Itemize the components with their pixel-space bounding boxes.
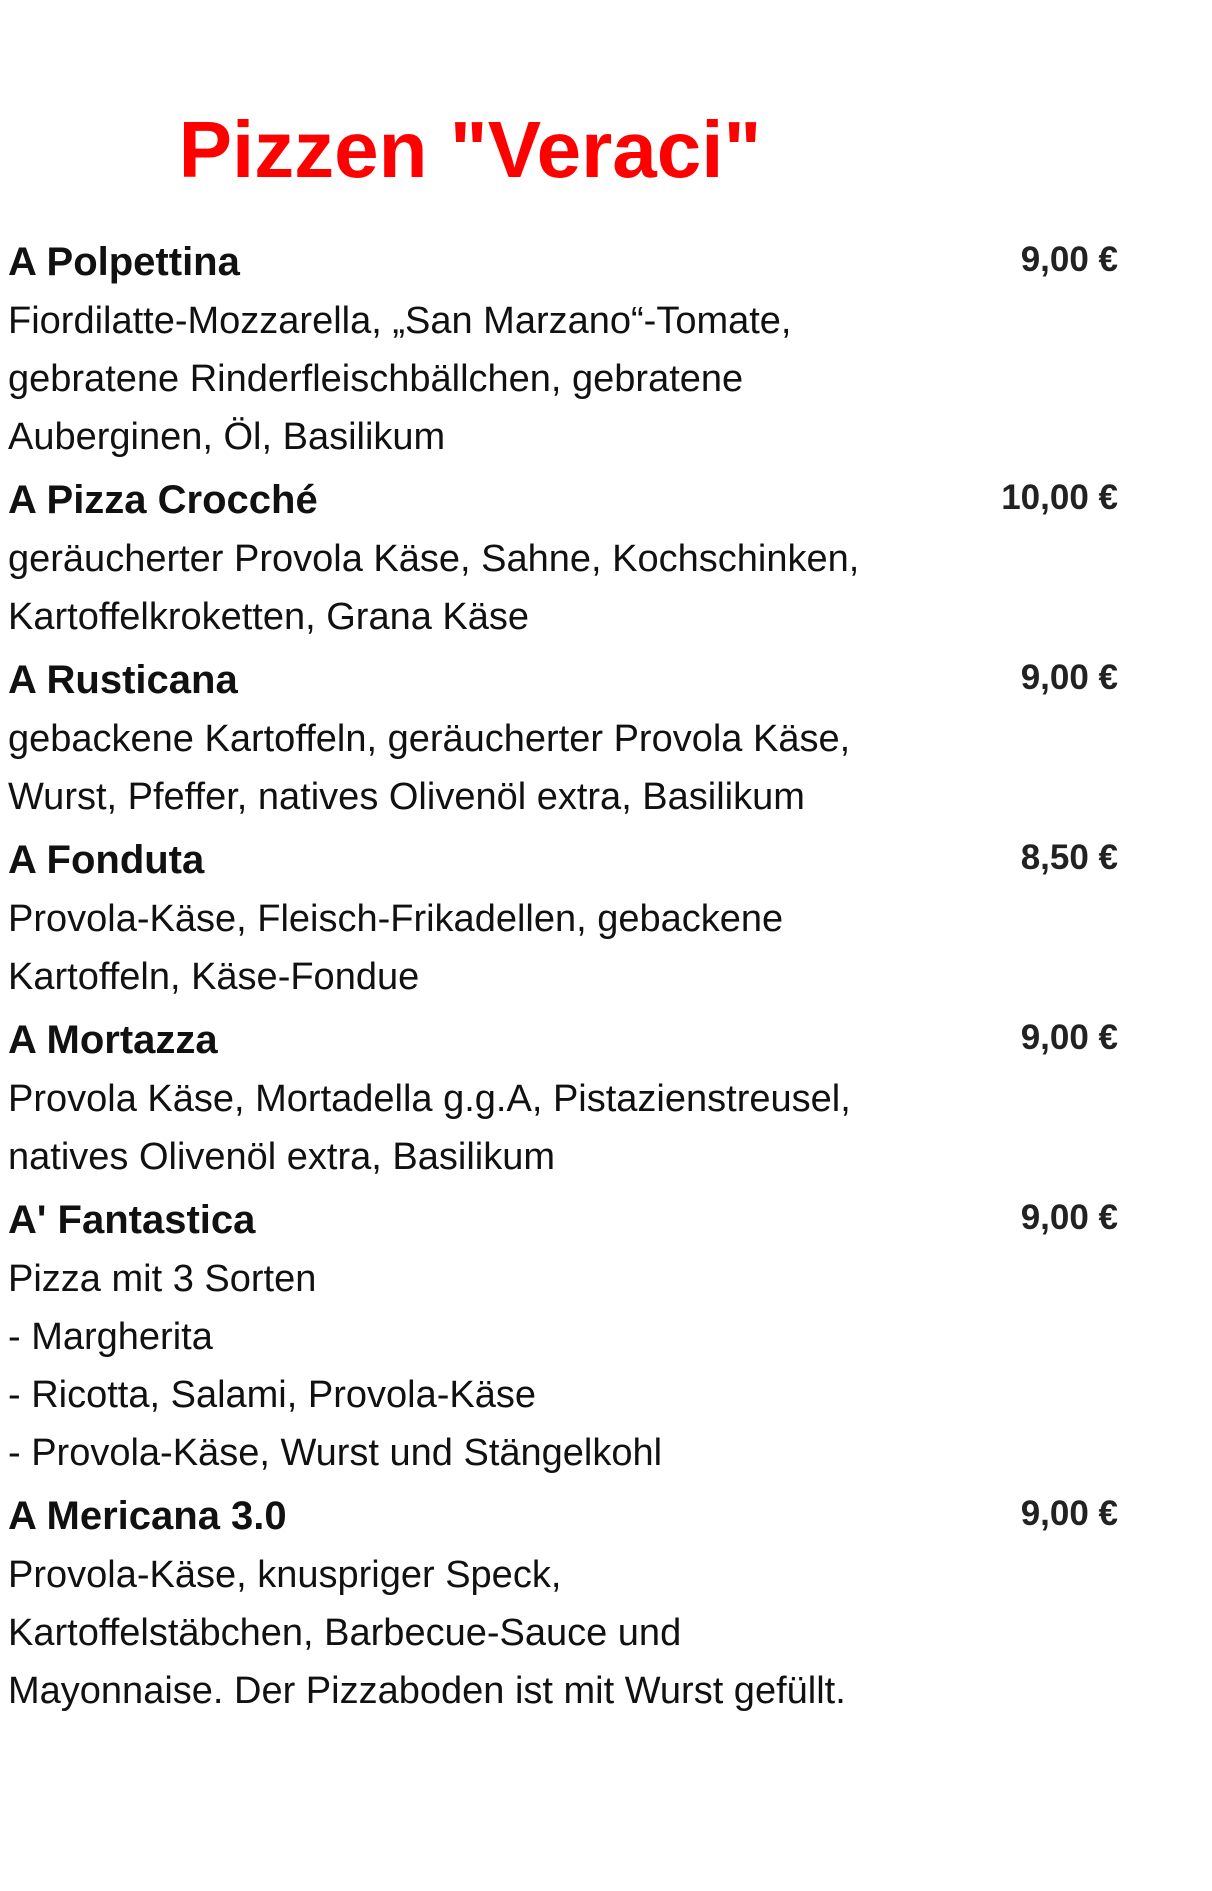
description-line: - Provola-Käse, Wurst und Stängelkohl: [8, 1432, 663, 1474]
pizza-name: A' Fantastica: [8, 1198, 256, 1242]
menu-item: [8, 470, 1118, 646]
pizza-description: [8, 292, 948, 466]
pizza-description: [8, 710, 948, 826]
description-line: Fiordilatte-Mozzarella, „San Marzano“-Tomate,: [8, 300, 792, 342]
description-line: Mayonnaise. Der Pizzaboden ist mit Wurst gefüllt.: [8, 1670, 846, 1712]
page-title: Pizzen "Veraci": [178, 105, 762, 194]
pizza-price: 9,00 €: [1020, 1198, 1118, 1237]
pizza-description: [8, 1070, 948, 1186]
pizza-name: A Polpettina: [8, 240, 240, 284]
menu-item: [8, 232, 1118, 466]
description-line: geräucherter Provola Käse, Sahne, Kochschinken,: [8, 538, 860, 580]
pizza-price: 9,00 €: [1020, 1018, 1118, 1057]
description-line: Kartoffeln, Käse-Fondue: [8, 956, 420, 998]
pizza-name: A Pizza Crocché: [8, 478, 318, 522]
menu-item-header: [8, 1190, 1118, 1250]
description-line: - Margherita: [8, 1316, 213, 1358]
description-line: Kartoffelkroketten, Grana Käse: [8, 596, 530, 638]
pizza-name: A Mortazza: [8, 1018, 218, 1062]
pizza-price: 10,00 €: [1001, 478, 1118, 517]
menu-item-header: [8, 830, 1118, 890]
menu-item-header: [8, 1486, 1118, 1546]
menu-item: [8, 650, 1118, 826]
menu-list: [8, 232, 1118, 1724]
pizza-price: 9,00 €: [1020, 1494, 1118, 1533]
pizza-description: [8, 530, 948, 646]
description-line: gebackene Kartoffeln, geräucherter Provola Käse,: [8, 718, 851, 760]
pizza-name: A Rusticana: [8, 658, 238, 702]
pizza-price: 9,00 €: [1020, 658, 1118, 697]
menu-item: [8, 1190, 1118, 1482]
pizza-name: A Fonduta: [8, 838, 205, 882]
description-line: Wurst, Pfeffer, natives Olivenöl extra, Basilikum: [8, 776, 805, 818]
menu-item-header: [8, 470, 1118, 530]
menu-item: [8, 1010, 1118, 1186]
pizza-price: 8,50 €: [1020, 838, 1118, 877]
description-line: Pizza mit 3 Sorten: [8, 1258, 317, 1300]
pizza-price: 9,00 €: [1020, 240, 1118, 279]
description-line: Provola-Käse, Fleisch-Frikadellen, gebackene: [8, 898, 784, 940]
pizza-description: [8, 1546, 948, 1720]
menu-item: [8, 1486, 1118, 1720]
menu-item: [8, 830, 1118, 1006]
menu-item-header: [8, 1010, 1118, 1070]
description-line: natives Olivenöl extra, Basilikum: [8, 1136, 555, 1178]
description-line: Provola Käse, Mortadella g.g.A, Pistazienstreusel,: [8, 1078, 851, 1120]
pizza-description: [8, 1250, 948, 1482]
pizza-name: A Mericana 3.0: [8, 1494, 287, 1538]
description-line: Kartoffelstäbchen, Barbecue-Sauce und: [8, 1612, 682, 1654]
menu-item-header: [8, 650, 1118, 710]
description-line: gebratene Rinderfleischbällchen, gebratene: [8, 358, 744, 400]
menu-item-header: [8, 232, 1118, 292]
description-line: Provola-Käse, knuspriger Speck,: [8, 1554, 562, 1596]
description-line: - Ricotta, Salami, Provola-Käse: [8, 1374, 536, 1416]
description-line: Auberginen, Öl, Basilikum: [8, 416, 446, 458]
pizza-description: [8, 890, 948, 1006]
